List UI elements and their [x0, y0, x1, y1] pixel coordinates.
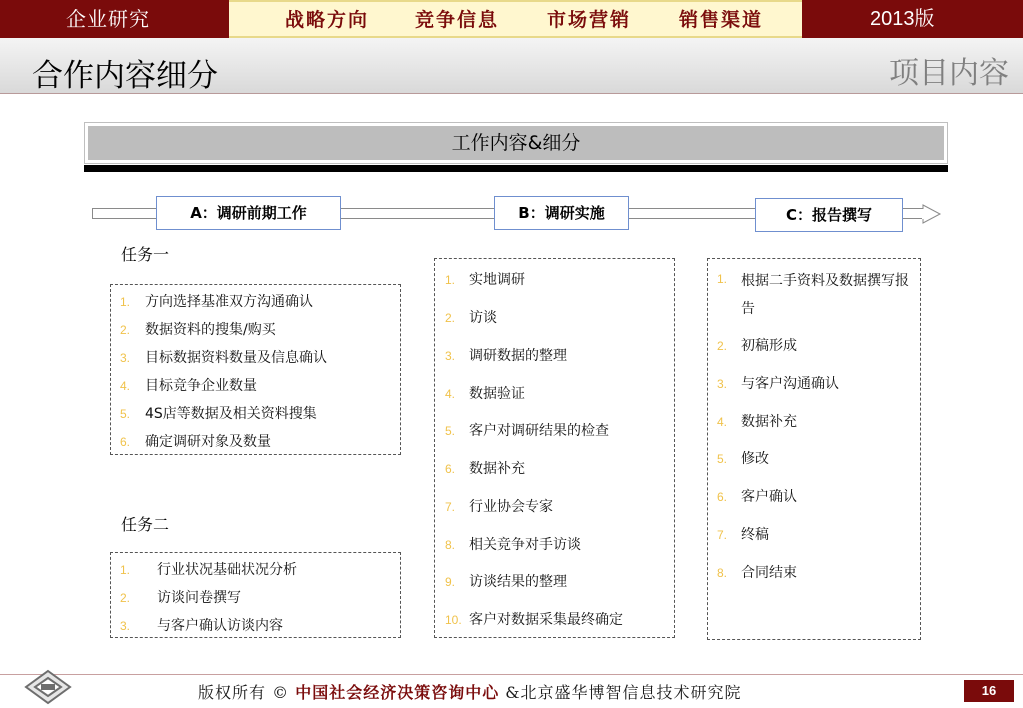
list-item: 3. 调研数据的整理	[445, 348, 567, 364]
phase-c-box[interactable]: C：报告撰写	[755, 198, 903, 232]
page-number: 16	[964, 680, 1014, 702]
list-item: 3. 与客户确认访谈内容	[120, 618, 283, 634]
list-item: 7. 终稿	[717, 527, 769, 543]
list-item: 9. 访谈结果的整理	[445, 574, 567, 590]
list-item: 7. 行业协会专家	[445, 499, 553, 515]
footer-divider	[0, 674, 1023, 675]
page-title: 合作内容细分	[32, 58, 218, 94]
work-content-header	[84, 122, 948, 164]
task1-label: 任务一	[121, 245, 170, 264]
work-content-header-text: 工作内容&细分	[88, 126, 944, 160]
nav-menu	[229, 0, 802, 38]
list-item: 2. 初稿形成	[717, 338, 797, 354]
list-item: 8. 合同结束	[717, 565, 797, 581]
list-item: 6. 数据补充	[445, 461, 525, 477]
company-research-tab[interactable]: 企业研究	[0, 0, 229, 38]
list-item: 3. 与客户沟通确认	[717, 376, 839, 392]
title-band	[0, 38, 1023, 94]
arrow-head-icon	[922, 204, 942, 224]
list-item: 1. 根据二手资料及数据撰写报告	[717, 272, 909, 317]
nav-sales-channel[interactable]: 销售渠道	[679, 9, 764, 31]
phase-b-box[interactable]: B：调研实施	[494, 196, 629, 230]
top-nav-bar	[0, 0, 1023, 38]
phase-c-list	[707, 258, 921, 640]
task1-list	[110, 284, 401, 455]
header-underline	[84, 165, 948, 172]
nav-strategy[interactable]: 战略方向	[285, 9, 370, 31]
list-item: 2. 访谈问卷撰写	[120, 590, 241, 606]
list-item: 2. 数据资料的搜集/购买	[120, 322, 276, 338]
section-label: 项目内容	[889, 56, 1009, 91]
list-item: 3. 目标数据资料数量及信息确认	[120, 350, 327, 366]
copyright-text: 版权所有 © 中国社会经济决策咨询中心 &北京盛华博智信息技术研究院	[198, 683, 742, 702]
list-item: 1. 行业状况基础状况分析	[120, 562, 297, 578]
nav-competition[interactable]: 竞争信息	[415, 9, 500, 31]
list-item: 10. 客户对数据采集最终确定	[445, 612, 623, 628]
task2-list	[110, 552, 401, 638]
phase-b-list	[434, 258, 675, 638]
company-logo-icon	[24, 669, 72, 705]
list-item: 5. 修改	[717, 451, 769, 467]
list-item: 6. 确定调研对象及数量	[120, 434, 271, 450]
list-item: 4. 数据补充	[717, 414, 797, 430]
org-name-2: &北京盛华博智信息技术研究院	[499, 683, 742, 702]
list-item: 2. 访谈	[445, 310, 497, 326]
org-name-1: 中国社会经济决策咨询中心	[295, 683, 500, 702]
list-item: 6. 客户确认	[717, 489, 797, 505]
list-item: 5. 4S店等数据及相关资料搜集	[120, 406, 317, 422]
nav-marketing[interactable]: 市场营销	[547, 9, 632, 31]
list-item: 5. 客户对调研结果的检查	[445, 423, 609, 439]
task2-label: 任务二	[121, 515, 170, 534]
list-item: 1. 实地调研	[445, 272, 525, 288]
list-item: 8. 相关竞争对手访谈	[445, 537, 581, 553]
list-item: 4. 数据验证	[445, 386, 525, 402]
phase-a-box[interactable]: A：调研前期工作	[156, 196, 341, 230]
list-item: 4. 目标竞争企业数量	[120, 378, 257, 394]
edition-label: 2013版	[802, 0, 1023, 38]
list-item: 1. 方向选择基准双方沟通确认	[120, 294, 313, 310]
